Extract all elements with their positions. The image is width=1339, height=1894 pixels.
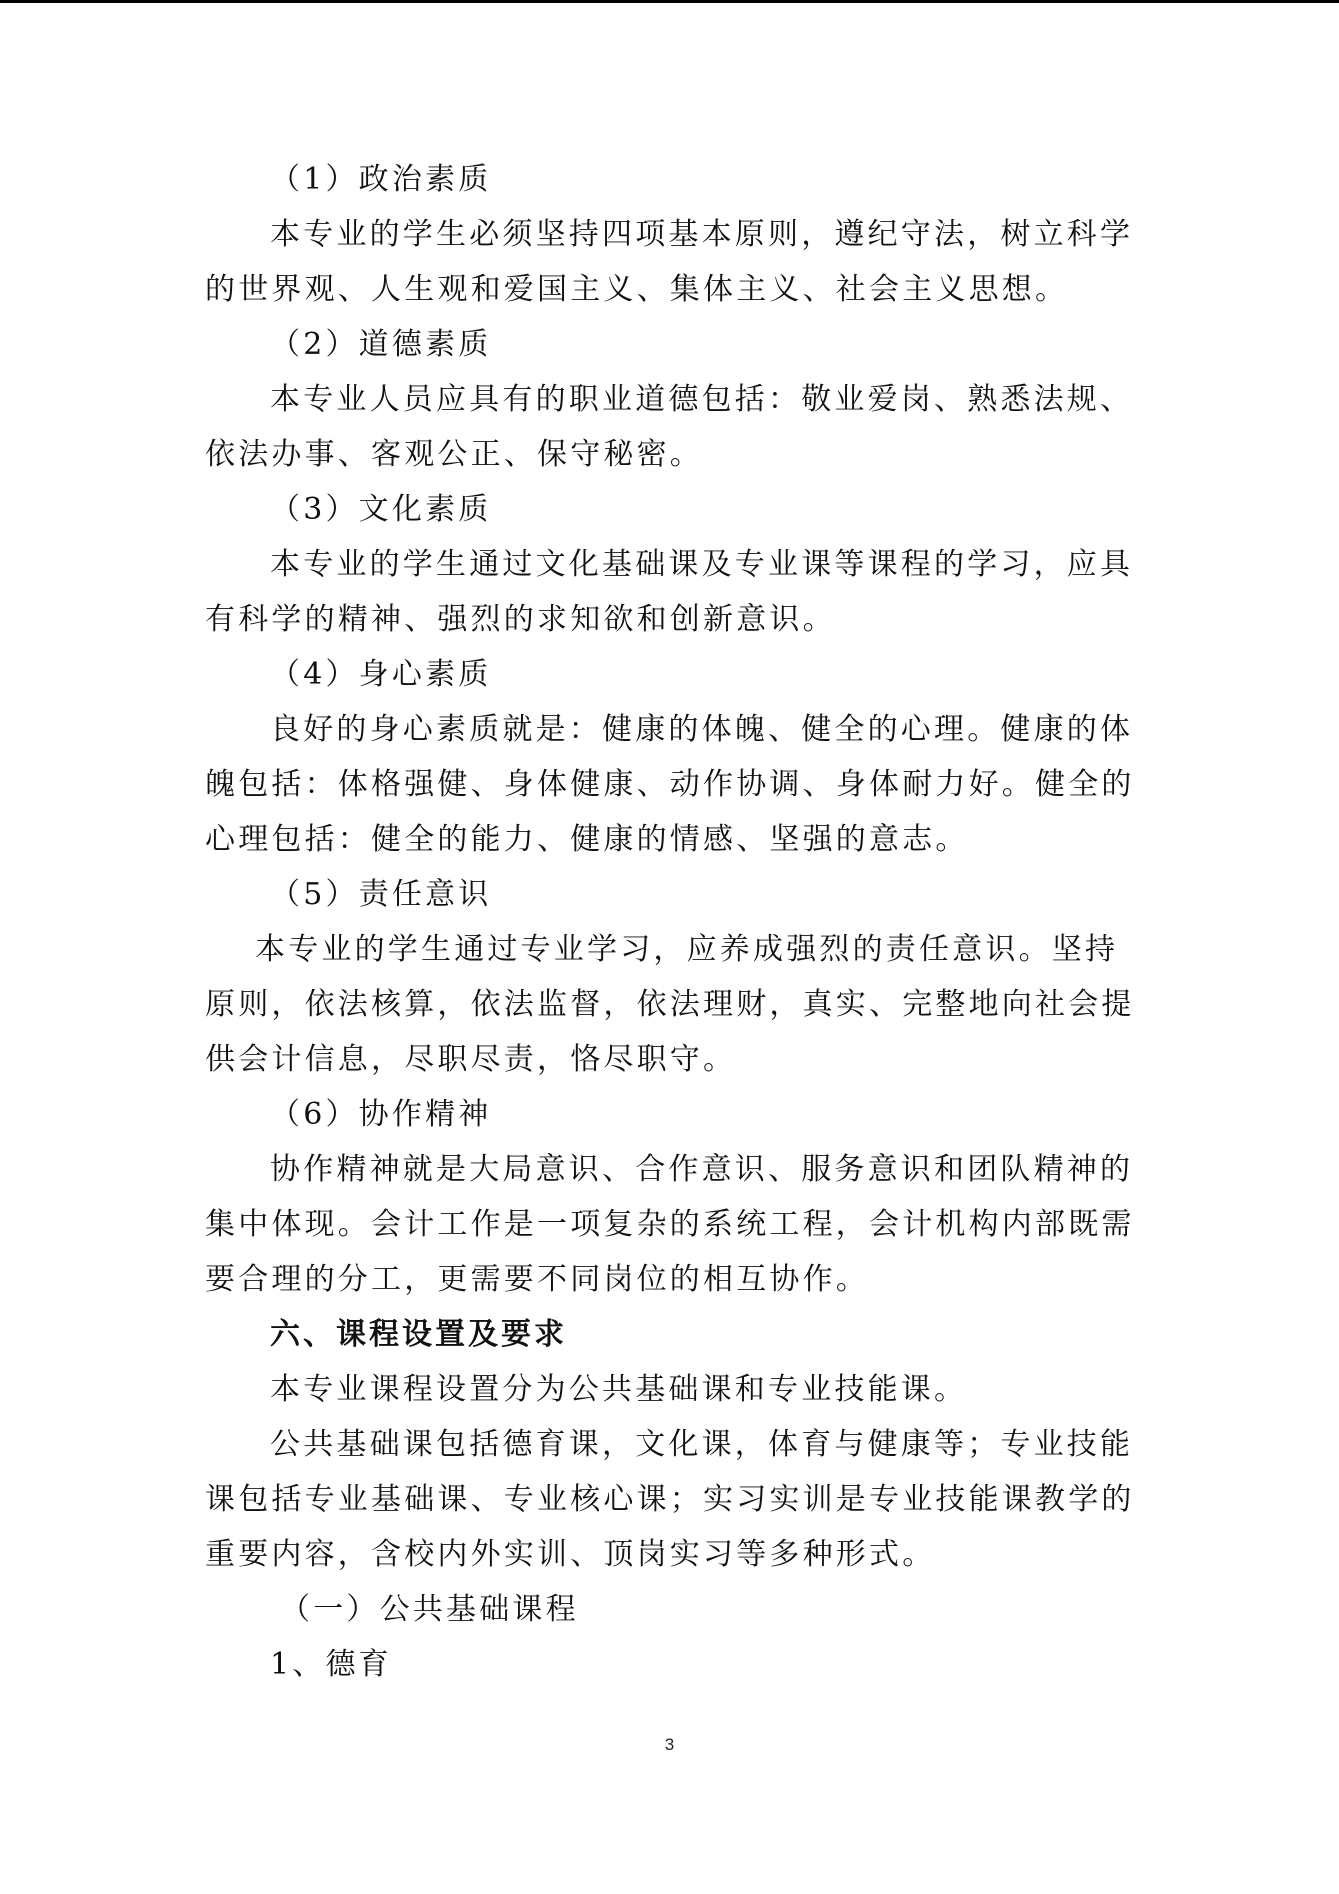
- paragraph-line: 课包括专业基础课、专业核心课；实习实训是专业技能课教学的: [205, 1482, 1135, 1517]
- paragraph-line: 依法办事、客观公正、保守秘密。: [205, 437, 703, 472]
- page-top-border: [0, 0, 1339, 3]
- paragraph-line: 重要内容，含校内外实训、顶岗实习等多种形式。: [205, 1537, 936, 1572]
- subheading-moral-quality: （2）道德素质: [270, 327, 492, 362]
- subheading-responsibility: （5）责任意识: [270, 877, 492, 912]
- paragraph-line: 协作精神就是大局意识、合作意识、服务意识和团队精神的: [270, 1152, 1134, 1187]
- paragraph-line: 有科学的精神、强烈的求知欲和创新意识。: [205, 602, 836, 637]
- subheading-moral-education: 1、德育: [270, 1647, 392, 1682]
- paragraph-line: 本专业课程设置分为公共基础课和专业技能课。: [270, 1372, 968, 1407]
- paragraph-line: 良好的身心素质就是：健康的体魄、健全的心理。健康的体: [270, 712, 1134, 747]
- paragraph-line: 的世界观、人生观和爱国主义、集体主义、社会主义思想。: [205, 272, 1069, 307]
- paragraph-line: 本专业人员应具有的职业道德包括：敬业爱岗、熟悉法规、: [270, 382, 1134, 417]
- page-number: 3: [664, 1735, 675, 1754]
- paragraph-line: 原则，依法核算，依法监督，依法理财，真实、完整地向社会提: [205, 987, 1135, 1022]
- paragraph-line: 本专业的学生通过专业学习，应养成强烈的责任意识。坚持: [255, 932, 1119, 967]
- paragraph-line: 本专业的学生必须坚持四项基本原则，遵纪守法，树立科学: [270, 217, 1134, 252]
- paragraph-line: 本专业的学生通过文化基础课及专业课等课程的学习，应具: [270, 547, 1134, 582]
- subheading-public-courses: （一）公共基础课程: [280, 1592, 579, 1627]
- subheading-political-quality: （1）政治素质: [270, 162, 492, 197]
- paragraph-line: 供会计信息，尽职尽责，恪尽职守。: [205, 1042, 737, 1077]
- subheading-physical-mental-quality: （4）身心素质: [270, 657, 492, 692]
- paragraph-line: 心理包括：健全的能力、健康的情感、坚强的意志。: [205, 822, 969, 857]
- paragraph-line: 公共基础课包括德育课，文化课，体育与健康等；专业技能: [270, 1427, 1134, 1462]
- paragraph-line: 要合理的分工，更需要不同岗位的相互协作。: [205, 1262, 869, 1297]
- section-heading-curriculum: 六、课程设置及要求: [270, 1317, 567, 1352]
- paragraph-line: 集中体现。会计工作是一项复杂的系统工程，会计机构内部既需: [205, 1207, 1135, 1242]
- subheading-cooperation: （6）协作精神: [270, 1097, 492, 1132]
- paragraph-line: 魄包括：体格强健、身体健康、动作协调、身体耐力好。健全的: [205, 767, 1135, 802]
- subheading-cultural-quality: （3）文化素质: [270, 492, 492, 527]
